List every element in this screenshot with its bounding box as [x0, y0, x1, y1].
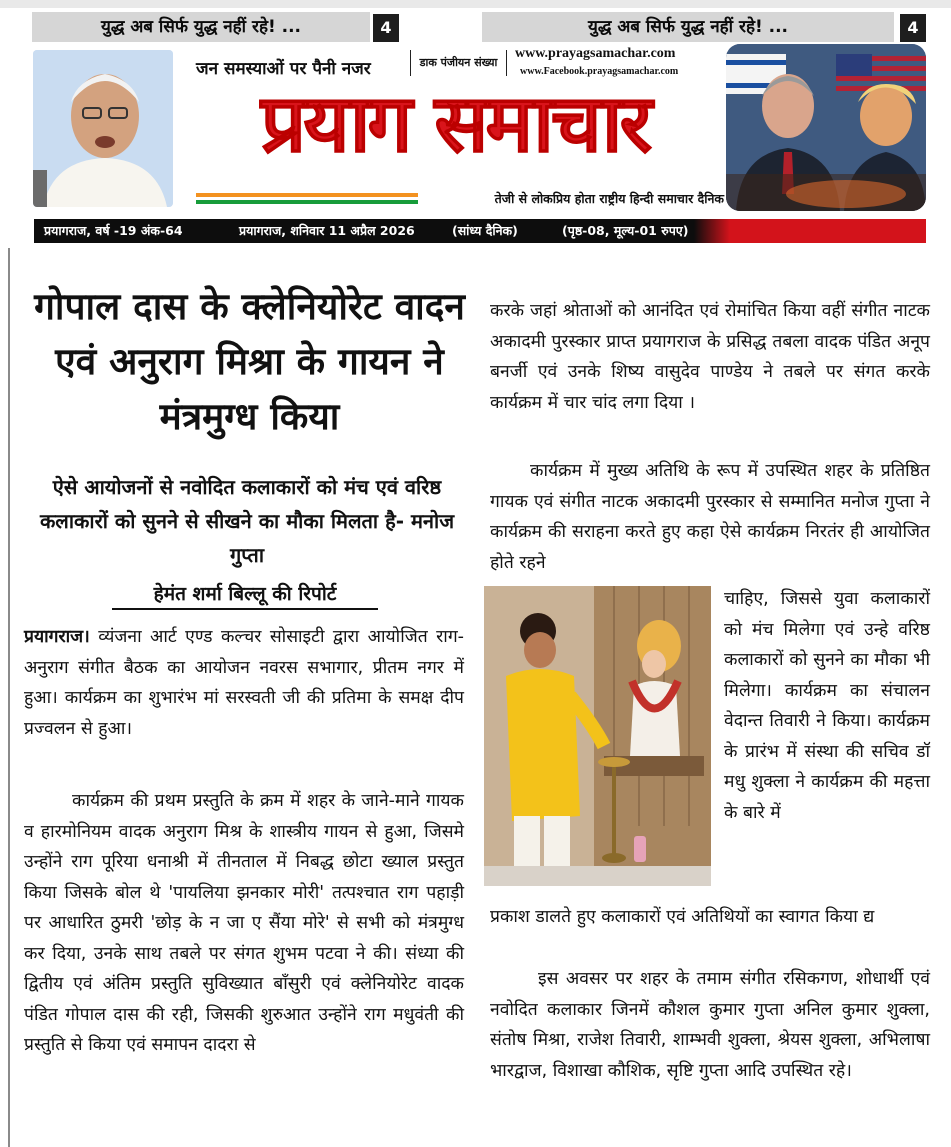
top-strip: [0, 0, 951, 8]
lamp-lighting-illustration: [484, 586, 711, 886]
portrait-illustration: [33, 50, 173, 207]
dateline-band: [34, 219, 926, 243]
dateline-place: प्रयागराज।: [24, 627, 90, 647]
page-number-right: 4: [900, 14, 926, 42]
running-head-right[interactable]: युद्ध अब सिर्फ युद्ध नहीं रहे! ...: [482, 12, 894, 42]
masthead-title[interactable]: प्रयाग समाचार: [260, 76, 650, 170]
page-price: (पृष्ठ-08, मूल्य-01 रुपए): [562, 223, 689, 238]
article-paragraph-7: इस अवसर पर शहर के तमाम संगीत रसिकगण, शोधार्थी एवं नवोदित कलाकार जिनमें कौशल कुमार गुप्ता अनिल कुमार शुक्ला, संतोष मिश्रा, राजेश तिवारी, शाम्भवी शुक्ला, श्रेयस शुक्ला, अभिलाषा भारद्वाज, विशाखा कौशिक, सृष्टि गुप्ता आदि उपस्थित रहे।: [490, 969, 930, 1081]
masthead-subtitle: तेजी से लोकप्रिय होता राष्ट्रीय हिन्दी समाचार दैनिक: [494, 191, 724, 206]
tricolor-saffron-bar: [196, 193, 418, 197]
edition-date: प्रयागराज, शनिवार 11 अप्रैल 2026: [239, 223, 415, 238]
edition-type: (सांध्य दैनिक): [452, 223, 518, 238]
page-number-left: 4: [373, 14, 399, 42]
facebook-link[interactable]: www.Facebook.prayagsamachar.com: [520, 66, 679, 77]
running-head-left[interactable]: युद्ध अब सिर्फ युद्ध नहीं रहे! ...: [32, 12, 370, 42]
article-byline: हेमंत शर्मा बिल्लू की रिपोर्ट: [112, 580, 378, 610]
tricolor-green-bar: [196, 200, 418, 204]
column-rule: [8, 248, 10, 1147]
header-photo-left: [33, 50, 173, 207]
article-paragraph-3: करके जहां श्रोताओं को आनंदित एवं रोमांचित किया वहीं संगीत नाटक अकादमी पुरस्कार प्राप्त प्रयागराज के प्रसिद्ध तबला वादक पंडित अनूप बनर्जी एवं उनके शिष्य वासुदेव पाण्डेय ने तबले पर संगत करके कार्यक्रम में चार चांद लगा दिया ।: [490, 301, 930, 413]
paragraph-1-text: व्यंजना आर्ट एण्ड कल्चर सोसाइटी द्वारा आयोजित राग-अनुराग संगीत बैठक का आयोजन नवरस सभागार, प्रीतम नगर में हुआ। कार्यक्रम का शुभारंभ मां सरस्वती जी की प्रतिमा के समक्ष दीप प्रज्वलन से हुआ।: [24, 627, 464, 739]
article-paragraph-4: कार्यक्रम में मुख्य अतिथि के रूप में उपस्थित शहर के प्रतिष्ठित गायक एवं संगीत नाटक अकादमी पुरस्कार से सम्मानित मनोज गुप्ता ने कार्यक्रम की सराहना करते हुए कहा ऐसे कार्यक्रम निरतंर ही आयोजित होते रहने: [490, 461, 930, 573]
registration-label: डाक पंजीयन संख्या: [410, 50, 507, 76]
website-link[interactable]: www.prayagsamachar.com: [515, 46, 676, 61]
article-paragraph-5: चाहिए, जिससे युवा कलाकारों को मंच मिलेगा एवं उन्हे वरिष्ठ कलाकारों को सुनने का मौका भी मिलेगा। कार्यक्रम का संचालन वेदान्त तिवारी ने किया। कार्यक्रम के प्रारंभ में संस्था की सचिव डॉ मधु शुक्ला ने कार्यक्रम की महत्ता के बारे में: [724, 589, 930, 823]
volume-info: प्रयागराज, वर्ष -19 अंक-64: [44, 223, 183, 238]
article-paragraph-1: [24, 622, 464, 744]
article-subheadline: ऐसे आयोजनों से नवोदित कलाकारों को मंच एवं वरिष्ठ कलाकारों को सुनने से सीखने का मौका मिलता है- मनोज गुप्ता: [39, 475, 455, 567]
leaders-flags-illustration: [726, 44, 926, 211]
article-headline: गोपाल दास के क्लेनियोरेट वादन एवं अनुराग मिश्रा के गायन ने मंत्रमुग्ध किया: [34, 285, 465, 438]
masthead-tagline: जन समस्याओं पर पैनी नजर: [196, 59, 371, 79]
article-paragraph-6: प्रकाश डालते हुए कलाकारों एवं अतिथियों का स्वागत किया द्य: [490, 907, 875, 927]
article-paragraph-2: कार्यक्रम की प्रथम प्रस्तुति के क्रम में शहर के जाने-माने गायक व हारमोनियम वादक अनुराग मिश्र के शास्त्रीय गायन से हुआ, जिसमे उन्होंने राग पूरिया धनाश्री में तीनताल में निबद्ध छोटा ख्याल प्रस्तुत किया जिसके बोल थे 'पायलिया झनकार मोरी' तत्पश्चात राग पहाड़ी पर आधारित ठुमरी 'छोड़ के न जा ए सैंया मोरे' से सभी को मंत्रमुग्ध कर दिया, उनके साथ तबले पर संगत शुभम पटवा ने की। संध्या की द्वितीय एवं अंतिम प्रस्तुति सुविख्यात बाँसुरी एवं क्लेनियोरेट वादक पंडित गोपाल दास की रही, जिसकी शुरुआत उन्होंने राग मधुवंती की प्रस्तुति से किया एवं समापन दादरा से: [24, 791, 464, 1055]
article-photo: [484, 586, 711, 886]
header-photo-right: [726, 44, 926, 211]
